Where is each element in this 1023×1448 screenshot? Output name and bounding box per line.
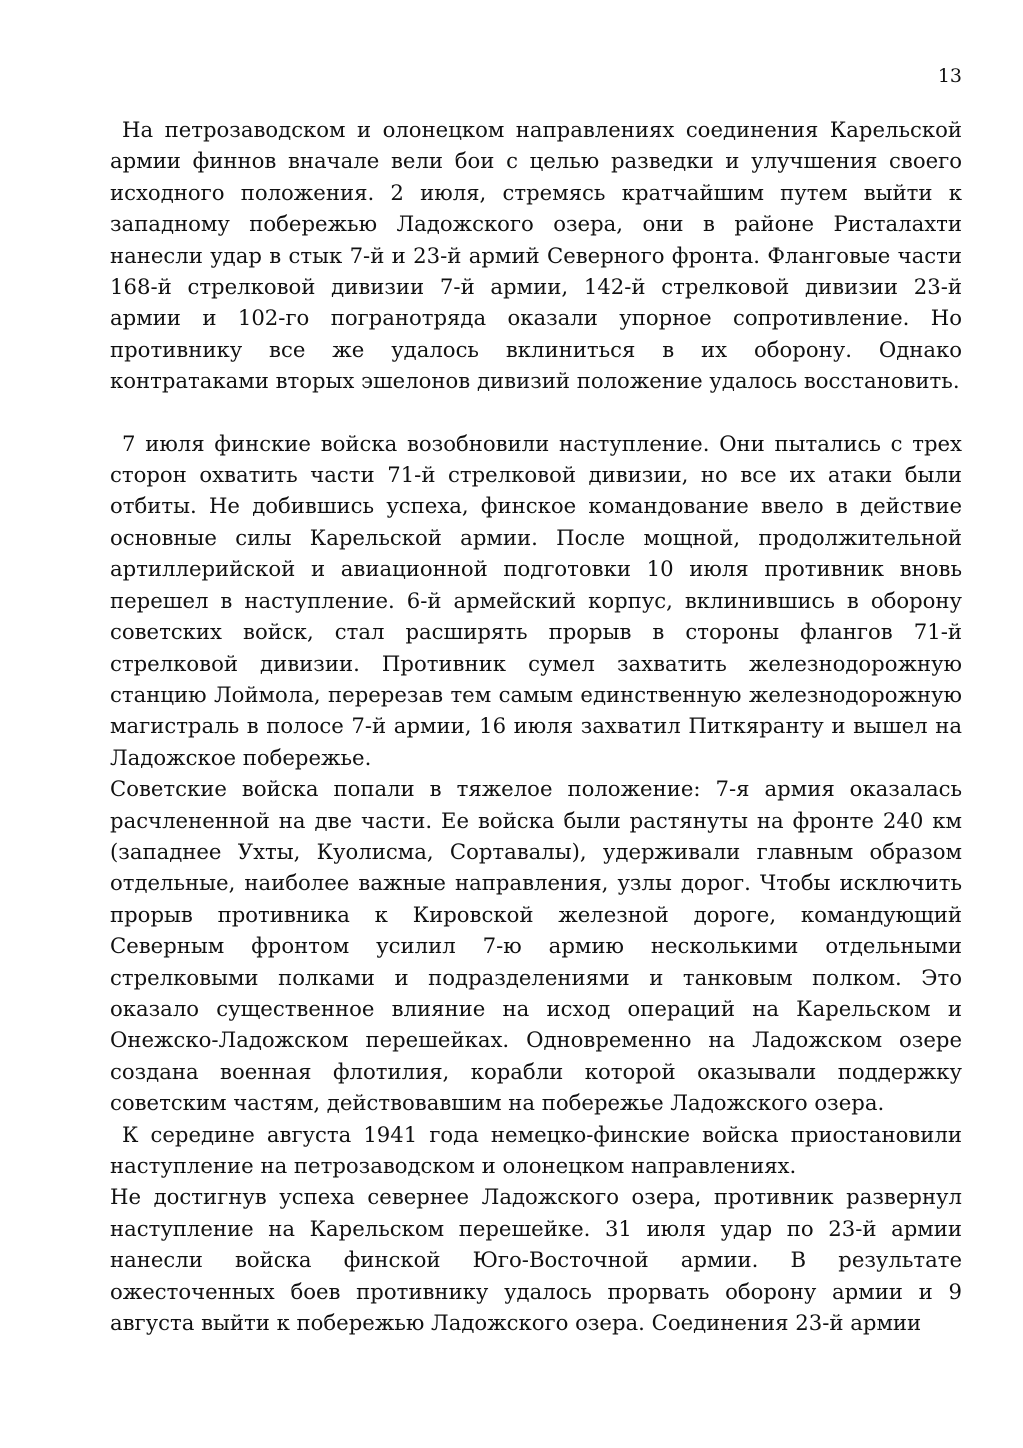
paragraph-5: Не достигнув успеха севернее Ладожского озера, противник развернул наступление на Карельском перешейке. 31 июля удар по 23-й армии нанесли войска финской Юго-Восточной армии. В результате ожесточенных боев противнику удалось прорвать оборону армии и 9 августа выйти к побережью Ладожского озера. Соединения 23-й армии xyxy=(110,1184,962,1336)
paragraph-3: Советские войска попали в тяжелое положение: 7-я армия оказалась расчлененной на две части. Ее войска были растянуты на фронте 240 км (западнее Ухты, Куолисма, Сортавалы), удерживали главным образом отдельные, наиболее важные направления, узлы дорог. Чтобы исключить прорыв противника к Кировской железной дороге, командующий Северным фронтом усилил 7-ю армию несколькими отдельными стрелковыми полками и подразделениями и танковым полком. Это оказало существенное влияние на исход операций на Карельском и Онежско-Ладожском перешейках. Одновременно на Ладожском озере создана военная флотилия, корабли которой оказывали поддержку советским частям, действовавшим на побережье Ладожского озера. xyxy=(110,776,962,1116)
paragraph-1: На петрозаводском и олонецком направлениях соединения Карельской армии финнов вначале вели бои с целью разведки и улучшения своего исходного положения. 2 июля, стремясь кратчайшим путем выйти к западному побережью Ладожского озера, они в районе Ристалахти нанесли удар в стык 7-й и 23-й армий Северного фронта. Фланговые части 168-й стрелковой дивизии 7-й армии, 142-й стрелковой дивизии 23-й армии и 102-го погранотряда оказали упорное сопротивление. Но противнику все же удалось вклиниться в их оборону. Однако контратаками вторых эшелонов дивизий положение удалось восстановить. xyxy=(110,117,962,394)
page-number: 13 xyxy=(937,65,962,87)
document-body xyxy=(110,114,962,1338)
paragraph-4: К середине августа 1941 года немецко-финские войска приостановили наступление на петрозаводском и олонецком направлениях. xyxy=(110,1121,962,1178)
paragraph-2: 7 июля финские войска возобновили наступление. Они пытались с трех сторон охватить части 71-й стрелковой дивизии, но все их атаки были отбиты. Не добившись успеха, финское командование ввело в действие основные силы Карельской армии. После мощной, продолжительной артиллерийской и авиационной подготовки 10 июля противник вновь перешел в наступление. 6-й армейский корпус, вклинившись в оборону советских войск, стал расширять прорыв в стороны флангов 71-й стрелковой дивизии. Противник сумел захватить железнодорожную станцию Лоймола, перерезав тем самым единственную железнодорожную магистраль в полосе 7-й армии, 16 июля захватил Питкяранту и вышел на Ладожское побережье. xyxy=(110,430,962,770)
